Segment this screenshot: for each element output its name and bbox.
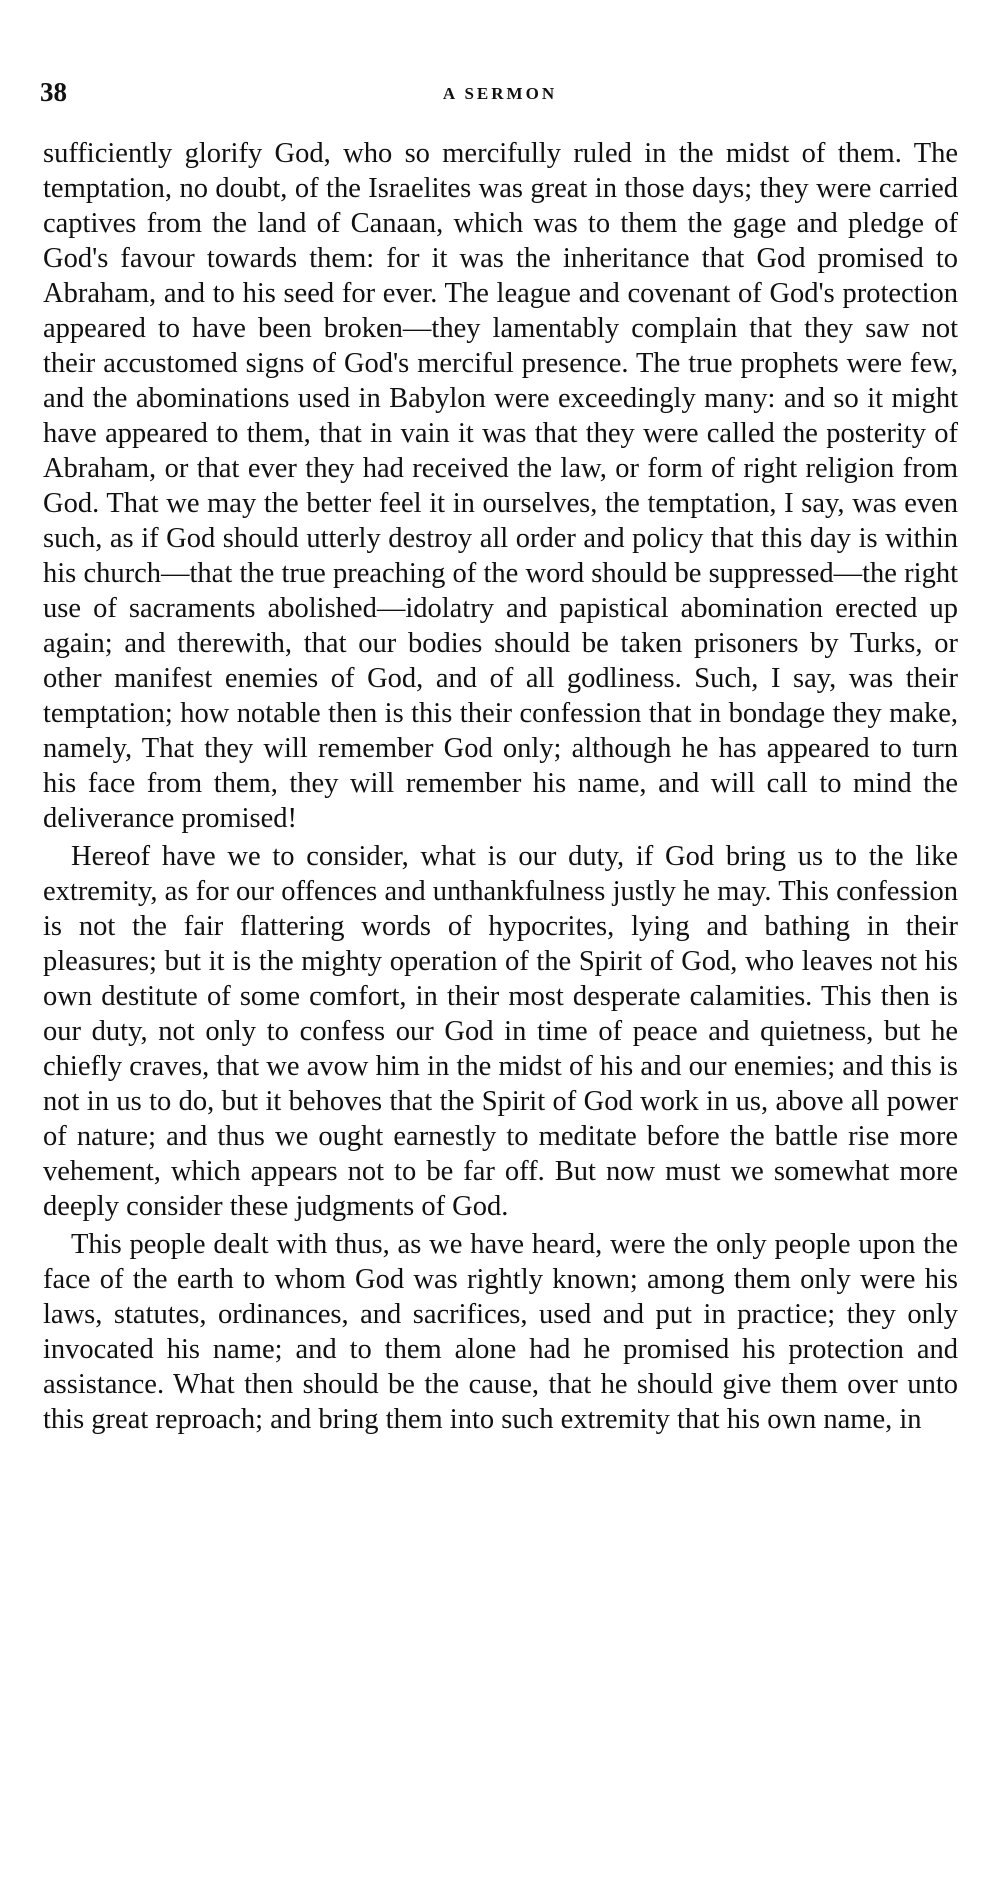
paragraph-2: Hereof have we to consider, what is our duty, if God bring us to the like extremity, as for our offences and unthankfulness justly he may. This confession is not the fair flattering words of hypocrites, lying and bathing in their pleasures; but it is the mighty operation of the Spirit of God, who leaves not his own destitute of some comfort, in their most desperate calamities. This then is our duty, not only to confess our God in time of peace and quietness, but he chiefly craves, that we avow him in the midst of his and our enemies; and this is not in us to do, but it behoves that the Spirit of God work in us, above all power of nature; and thus we ought earnestly to meditate before the battle rise more vehement, which appears not to be far off. But now must we somewhat more deeply consider these judgments of God. bbox=[43, 841, 958, 1222]
running-head bbox=[40, 72, 960, 112]
body-text bbox=[43, 136, 958, 1437]
running-title: A SERMON bbox=[442, 84, 558, 103]
page-number: 38 bbox=[40, 77, 67, 107]
paragraph-3: This people dealt with thus, as we have heard, were the only people upon the face of the earth to whom God was rightly known; among them only were his laws, statutes, ordinances, and sacrifices, used and put in practice; they only invocated his name; and to them alone had he promised his protection and assistance. What then should be the cause, that he should give them over unto this great reproach; and bring them into such extremity that his own name, in bbox=[43, 1229, 958, 1435]
paragraph-1: sufficiently glorify God, who so mercifully ruled in the midst of them. The temptation, no doubt, of the Israelites was great in those days; they were carried captives from the land of Canaan, which was to them the gage and pledge of God's favour towards them: for it was the inheritance that God promised to Abraham, and to his seed for ever. The league and covenant of God's protection appeared to have been broken—they lamentably complain that they saw not their accustomed signs of God's merciful presence. The true prophets were few, and the abominations used in Babylon were exceedingly many: and so it might have appeared to them, that in vain it was that they were called the posterity of Abraham, or that ever they had received the law, or form of right religion from God. That we may the better feel it in ourselves, the temptation, I say, was even such, as if God should utterly destroy all order and policy that this day is within his church—that the true preaching of the word should be suppressed—the right use of sacraments abolished—idolatry and papistical abomination erected up again; and therewith, that our bodies should be taken prisoners by Turks, or other manifest enemies of God, and of all godliness. Such, I say, was their temptation; how notable then is this their confession that in bondage they make, namely, That they will remember God only; although he has appeared to turn his face from them, they will remember his name, and will call to mind the deliverance promised! bbox=[43, 138, 958, 834]
